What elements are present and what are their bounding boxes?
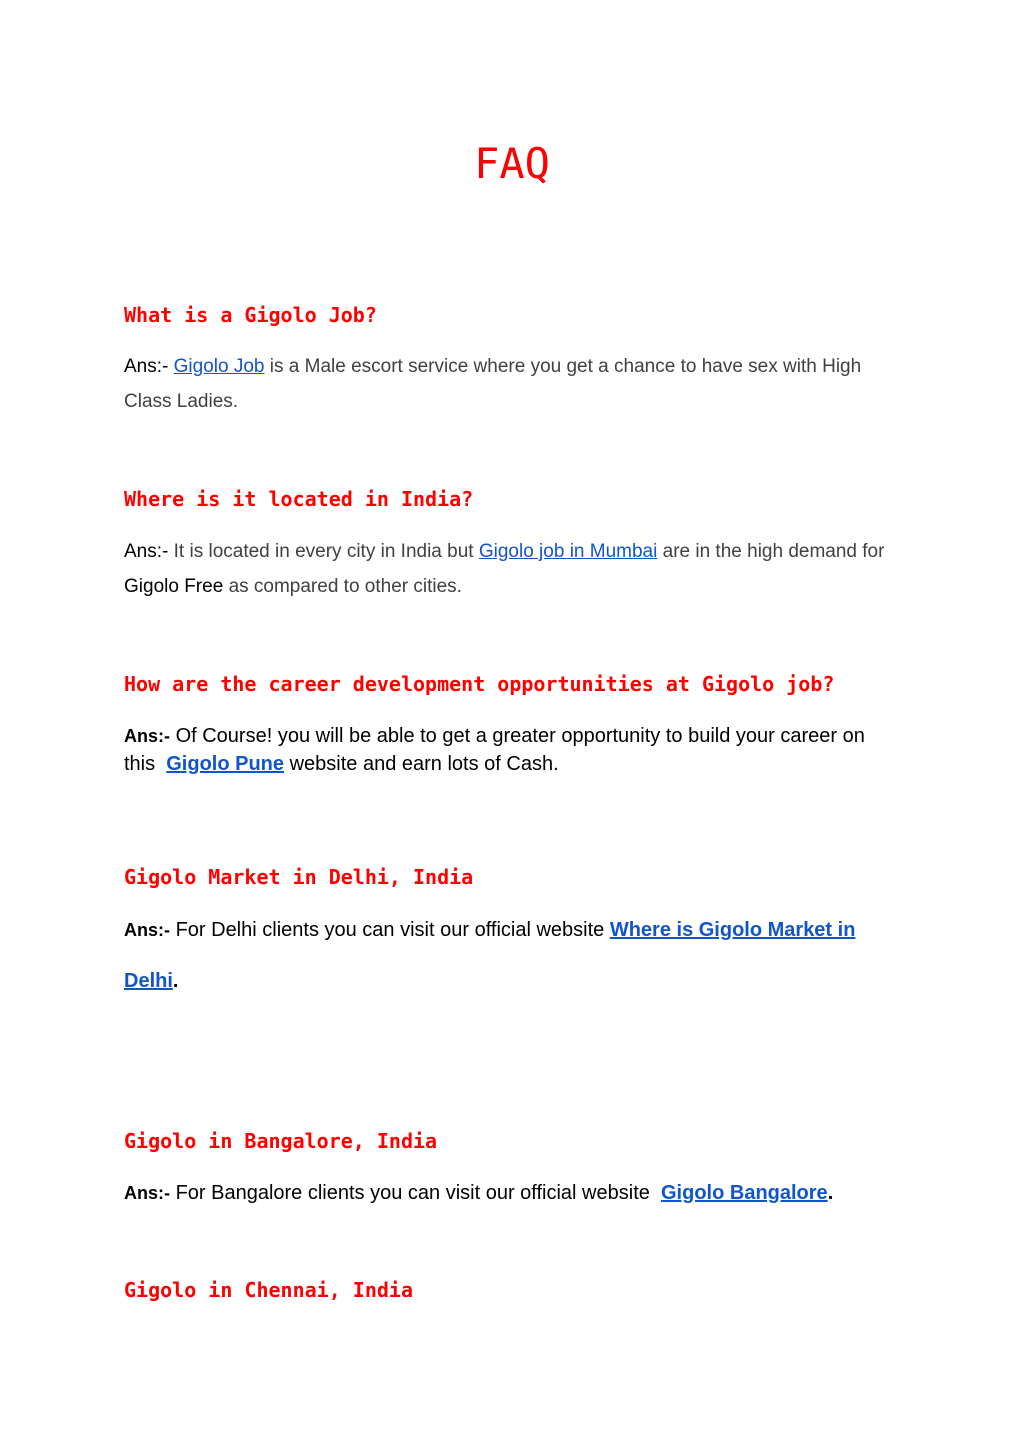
period: . (172, 970, 179, 992)
delhi-market-link[interactable]: Where is Gigolo Market in (609, 919, 856, 941)
gigolo-bangalore-link[interactable]: Gigolo Bangalore (661, 1182, 828, 1204)
faq-answer-1 (124, 349, 904, 419)
answer-label: Ans:- (124, 541, 169, 562)
faq-answer-3 (124, 722, 904, 778)
faq-question-5: Gigolo in Bangalore, India (124, 1129, 438, 1153)
faq-answer-2 (124, 534, 904, 604)
page-title: FAQ (474, 139, 550, 188)
gigolo-free-text: Gigolo Free (124, 576, 224, 597)
answer-text: Of Course! you will be able to get a greater opportunity to build your career on this (124, 725, 865, 775)
answer-text: as compared to other cities. (228, 576, 462, 597)
answer-label: Ans:- (124, 1183, 170, 1203)
answer-text: It is located in every city in India but (173, 541, 474, 562)
faq-question-1: What is a Gigolo Job? (124, 303, 377, 327)
faq-question-2: Where is it located in India? (124, 487, 474, 511)
answer-label: Ans:- (124, 920, 170, 940)
delhi-market-link-continued[interactable]: Delhi (124, 970, 173, 992)
answer-text: For Bangalore clients you can visit our official website (175, 1182, 650, 1204)
faq-question-3: How are the career development opportunities at Gigolo job? (124, 672, 835, 696)
faq-answer-4-continued (124, 967, 904, 995)
gigolo-job-mumbai-link[interactable]: Gigolo job in Mumbai (478, 541, 658, 562)
faq-question-6: Gigolo in Chennai, India (124, 1278, 413, 1302)
answer-text: are in the high demand for (662, 541, 885, 562)
faq-answer-4 (124, 916, 904, 944)
answer-text: For Delhi clients you can visit our official website (175, 919, 605, 941)
answer-text: is a Male escort service where you get a chance to have sex with High Class Ladies. (124, 356, 862, 412)
period: . (827, 1182, 834, 1204)
answer-text: website and earn lots of Cash. (289, 753, 559, 775)
faq-question-4: Gigolo Market in Delhi, India (124, 865, 474, 889)
faq-answer-5 (124, 1179, 904, 1207)
answer-label: Ans:- (124, 356, 169, 377)
gigolo-pune-link[interactable]: Gigolo Pune (166, 753, 285, 775)
answer-label: Ans:- (124, 726, 170, 746)
gigolo-job-link[interactable]: Gigolo Job (173, 356, 265, 377)
